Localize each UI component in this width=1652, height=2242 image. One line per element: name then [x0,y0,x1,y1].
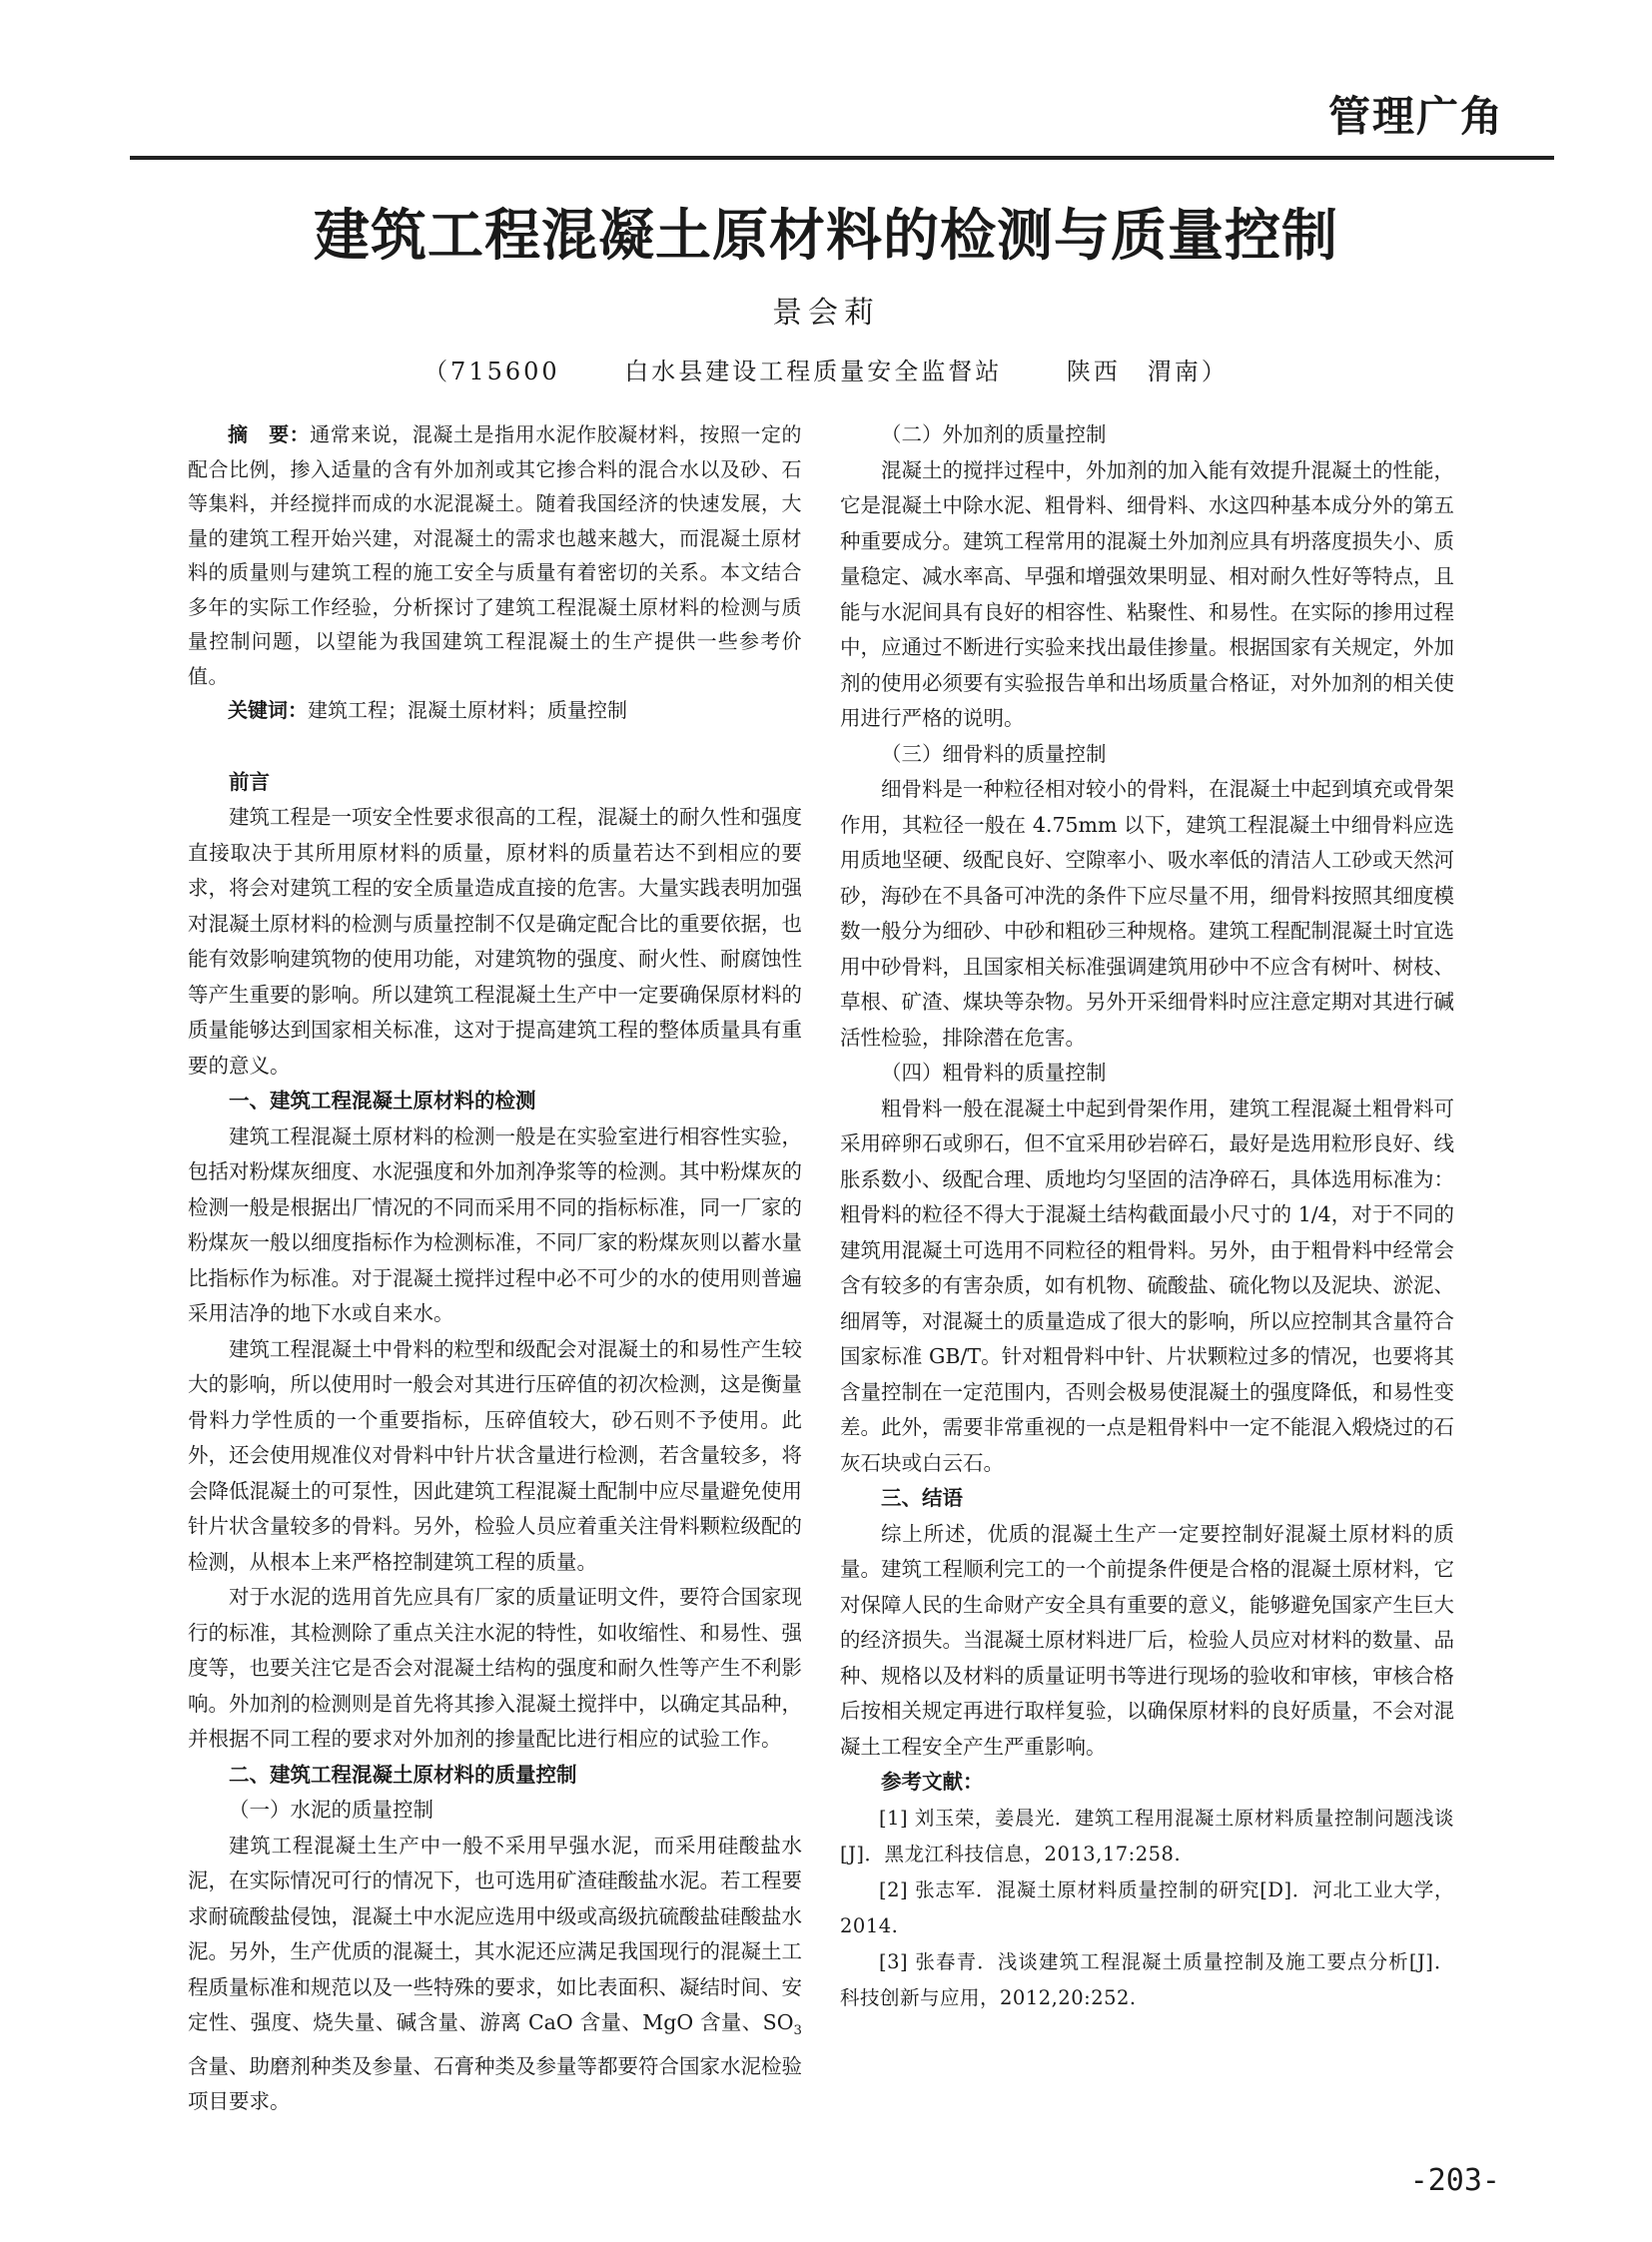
section-2-2-paragraph: 混凝土的搅拌过程中，外加剂的加入能有效提升混凝土的性能，它是混凝土中除水泥、粗骨料、细骨料、水这四种基本成分外的第五种重要成分。建筑工程常用的混凝土外加剂应具有坍落度损失小、质量稳定、减水率高、早强和增强效果明显、相对耐久性好等特点，且能与水泥间具有良好的相容性、粘聚性、和易性。在实际的掺用过程中，应通过不断进行实验来找出最佳掺量。根据国家有关规定，外加剂的使用必须要有实验报告单和出场质量合格证，对外加剂的相关使用进行严格的说明。 [840,457,1454,730]
preface-heading: 前言 [229,769,270,794]
abstract-text: 通常来说，混凝土是指用水泥作胶凝材料，按照一定的配合比例，掺入适量的含有外加剂或其它掺合料的混合水以及砂、石等集料，并经搅拌而成的水泥混凝土。随着我国经济的快速发展，大量的建筑工程开始兴建，对混凝土的需求也越来越大，而混凝土原材料的质量则与建筑工程的施工安全与质量有着密切的关系。本文结合多年的实际工作经验，分析探讨了建筑工程混凝土原材料的检测与质量控制问题，以望能为我国建筑工程混凝土的生产提供一些参考价值。 [188,422,803,688]
section-3-heading: 三、结语 [881,1486,963,1510]
section-2-1-heading: （一）水泥的质量控制 [229,1798,433,1822]
reference-item: [1] 刘玉荣，姜晨光．建筑工程用混凝土原材料质量控制问题浅谈[J]．黑龙江科技信息，2013,17:258. [840,1806,1454,1866]
section-2-3-paragraph: 细骨料是一种粒径相对较小的骨料，在混凝土中起到填充或骨架作用，其粒径一般在 4.75mm 以下，建筑工程混凝土中细骨料应选用质地坚硬、级配良好、空隙率小、吸水率低的清洁人工砂或天然河砂，海砂在不具备可冲洗的条件下应尽量不用，细骨料按照其细度模数一般分为细砂、中砂和粗砂三种规格。建筑工程配制混凝土时宜选用中砂骨料，且国家相关标准强调建筑用砂中不应含有树叶、树枝、草根、矿渣、煤块等杂物。另外开采细骨料时应注意定期对其进行碱活性检验，排除潜在危害。 [840,777,1454,1050]
section-3-paragraph: 综上所述，优质的混凝土生产一定要控制好混凝土原材料的质量。建筑工程顺利完工的一个前提条件便是合格的混凝土原材料，它对保障人民的生命财产安全具有重要的意义，能够避免国家产生巨大的经济损失。当混凝土原材料进厂后，检验人员应对材料的数量、品种、规格以及材料的质量证明书等进行现场的验收和审核，审核合格后按相关规定再进行取样复验，以确保原材料的良好质量，不会对混凝土工程安全产生严重影响。 [840,1521,1454,1759]
section-1-paragraph-3: 对于水泥的选用首先应具有厂家的质量证明文件，要符合国家现行的标准，其检测除了重点关注水泥的特性，如收缩性、和易性、强度等，也要关注它是否会对混凝土结构的强度和耐久性等产生不利影响。外加剂的检测则是首先将其掺入混凝土搅拌中，以确定其品种，并根据不同工程的要求对外加剂的掺量配比进行相应的试验工作。 [188,1585,802,1751]
keywords-text: 建筑工程；混凝土原材料；质量控制 [308,698,627,722]
keywords-label: 关键词： [228,698,308,722]
abstract [188,417,802,693]
left-column [188,417,802,2120]
section-2-2-heading: （二）外加剂的质量控制 [881,422,1107,446]
abstract-label: 摘 要： [228,422,311,446]
article-author: 景会莉 [772,296,880,331]
section-tag: 管理广角 [1327,92,1504,141]
section-2-4-paragraph: 粗骨料一般在混凝土中起到骨架作用，建筑工程混凝土粗骨料可采用碎卵石或卵石，但不宜采用砂岩碎石，最好是选用粒形良好、线胀系数小、级配合理、质地均匀坚固的洁净碎石，具体选用标准为：粗骨料的粒径不得大于混凝土结构截面最小尺寸的 1/4，对于不同的建筑用混凝土可选用不同粒径的粗骨料。另外，由于粗骨料中经常会含有较多的有害杂质，如有机物、硫酸盐、硫化物以及泥块、淤泥、细屑等，对混凝土的质量造成了很大的影响，所以应控制其含量符合国家标准 GB/T。针对粗骨料中针、片状颗粒过多的情况，也要将其含量控制在一定范围内，否则会极易使混凝土的强度降低，和易性变差。此外，需要非常重视的一点是粗骨料中一定不能混入煅烧过的石灰石块或白云石。 [840,1096,1454,1475]
reference-item: [3] 张春青．浅谈建筑工程混凝土质量控制及施工要点分析[J]．科技创新与应用，2012,20:252. [840,1949,1454,2009]
section-2-3-heading: （三）细骨料的质量控制 [881,741,1107,766]
keywords [188,693,802,729]
article-affiliation: （715600 白水县建设工程质量安全监督站 陕西 渭南） [423,358,1229,385]
section-1-heading: 一、建筑工程混凝土原材料的检测 [229,1089,536,1113]
references-heading: 参考文献： [881,1770,984,1794]
section-1-paragraph-2: 建筑工程混凝土中骨料的粒型和级配会对混凝土的和易性产生较大的影响，所以使用时一般会对其进行压碎值的初次检测，这是衡量骨料力学性质的一个重要指标，压碎值较大，砂石则不予使用。此外，还会使用规准仪对骨料中针片状含量进行检测，若含量较多，将会降低混凝土的可泵性，因此建筑工程混凝土配制中应尽量避免使用针片状含量较多的骨料。另外，检验人员应着重关注骨料颗粒级配的检测，从根本上来严格控制建筑工程的质量。 [188,1336,802,1574]
section-2-heading: 二、建筑工程混凝土原材料的质量控制 [229,1762,577,1787]
preface-paragraph: 建筑工程是一项安全性要求很高的工程，混凝土的耐久性和强度直接取决于其所用原材料的质量，原材料的质量若达不到相应的要求，将会对建筑工程的安全质量造成直接的危害。大量实践表明加强对混凝土原材料的检测与质量控制不仅是确定配合比的重要依据，也能有效影响建筑物的使用功能，对建筑物的强度、耐火性、耐腐蚀性等产生重要的影响。所以建筑工程混凝土生产中一定要确保原材料的质量能够达到国家相关标准，这对于提高建筑工程的整体质量具有重要的意义。 [188,805,802,1078]
page-number: -203- [1409,2163,1500,2198]
reference-item: [2] 张志军．混凝土原材料质量控制的研究[D]．河北工业大学，2014. [840,1877,1454,1937]
header-rule [130,156,1554,160]
section-1-paragraph-1: 建筑工程混凝土原材料的检测一般是在实验室进行相容性实验，包括对粉煤灰细度、水泥强度和外加剂净浆等的检测。其中粉煤灰的检测一般是根据出厂情况的不同而采用不同的指标标准，同一厂家的粉煤灰一般以细度指标作为检测标准，不同厂家的粉煤灰则以蓄水量比指标作为标准。对于混凝土搅拌过程中必不可少的水的使用则普遍采用洁净的地下水或自来水。 [188,1123,802,1325]
section-2-4-heading: （四）粗骨料的质量控制 [881,1061,1107,1085]
section-2-1-paragraph: 建筑工程混凝土生产中一般不采用早强水泥，而采用硅酸盐水泥，在实际情况可行的情况下，也可选用矿渣硅酸盐水泥。若工程要求耐硫酸盐侵蚀，混凝土中水泥应选用中级或高级抗硫酸盐硅酸盐水泥。另外，生产优质的混凝土，其水泥还应满足我国现行的混凝土工程质量标准和规范以及一些特殊的要求，如比表面积、凝结时间、安定性、强度、烧失量、碱含量、游离 CaO 含量、MgO 含量、$SO_3$ 含量、助磨剂种类及参量、石膏种类及参量等都要符合国家水泥检验项目要求。 [188,1833,802,2114]
right-column-body [840,417,1454,2016]
article-title: 建筑工程混凝土原材料的检测与质量控制 [314,204,1338,269]
